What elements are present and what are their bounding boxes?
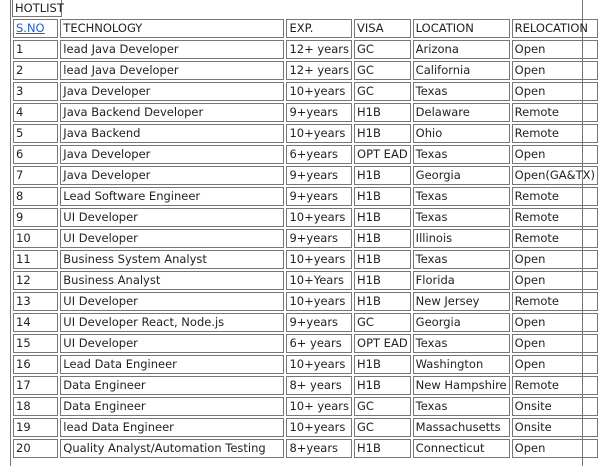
cell-technology: UI Developer [60,208,284,227]
cell-exp: 9+years [286,313,352,332]
header-visa: VISA [354,19,411,38]
cell-technology: UI Developer [60,334,284,353]
table-row [13,397,598,416]
table-row [13,40,598,59]
cell-location: Massachusetts [413,418,510,437]
table-row [13,166,598,185]
cell-visa: H1B [354,229,411,248]
cell-relocation: Remote [512,208,598,227]
table-row [13,334,598,353]
cell-relocation: Remote [512,229,598,248]
cell-sno: 5 [13,124,58,143]
cell-relocation: Remote [512,103,598,122]
cell-sno: 4 [13,103,58,122]
table-row [13,208,598,227]
cell-technology: Lead Software Engineer [60,187,284,206]
cell-location: New Jersey [413,292,510,311]
cell-technology: Quality Analyst/Automation Testing [60,439,284,458]
table-row [13,187,598,206]
header-sno[interactable] [13,19,58,38]
table-row [13,250,598,269]
table-header-row [13,19,598,38]
cell-sno: 19 [13,418,58,437]
cell-sno: 15 [13,334,58,353]
table-row [13,145,598,164]
cell-location: Texas [413,208,510,227]
cell-location: Texas [413,250,510,269]
cell-relocation: Open [512,40,598,59]
cell-technology: Java Backend Developer [60,103,284,122]
table-row [13,418,598,437]
table-row [13,376,598,395]
cell-technology: Data Engineer [60,376,284,395]
table-row [13,313,598,332]
cell-visa: H1B [354,292,411,311]
cell-exp: 8+ years [286,376,352,395]
cell-visa: GC [354,313,411,332]
cell-visa: H1B [354,187,411,206]
cell-visa: H1B [354,103,411,122]
cell-exp: 6+ years [286,334,352,353]
cell-technology: lead Data Engineer [60,418,284,437]
cell-visa: GC [354,397,411,416]
cell-visa: GC [354,82,411,101]
header-location: LOCATION [413,19,510,38]
table-row [13,124,598,143]
cell-technology: Data Engineer [60,397,284,416]
cell-relocation: Open [512,271,598,290]
cell-location: Florida [413,271,510,290]
hotlist-title: HOTLIST [12,0,62,17]
cell-sno: 9 [13,208,58,227]
header-relocation: RELOCATION [512,19,598,38]
cell-exp: 10+years [286,208,352,227]
cell-exp: 9+years [286,103,352,122]
cell-exp: 8+years [286,439,352,458]
cell-location: Texas [413,145,510,164]
cell-visa: H1B [354,124,411,143]
cell-location: Washington [413,355,510,374]
cell-location: Georgia [413,166,510,185]
hotlist-table [11,17,600,460]
cell-sno: 10 [13,229,58,248]
cell-relocation: Onsite [512,418,598,437]
cell-technology: Business Analyst [60,271,284,290]
cell-technology: UI Developer [60,292,284,311]
cell-location: Connecticut [413,439,510,458]
table-row [13,271,598,290]
cell-relocation: Remote [512,376,598,395]
cell-exp: 10+Years [286,271,352,290]
cell-sno: 20 [13,439,58,458]
cell-relocation: Open [512,334,598,353]
cell-technology: Java Backend [60,124,284,143]
table-row [13,292,598,311]
cell-exp: 10+years [286,124,352,143]
cell-location: Arizona [413,40,510,59]
cell-relocation: Open [512,250,598,269]
cell-sno: 13 [13,292,58,311]
cell-location: Georgia [413,313,510,332]
table-row [13,82,598,101]
cell-relocation: Remote [512,292,598,311]
cell-location: Delaware [413,103,510,122]
header-technology: TECHNOLOGY [60,19,284,38]
cell-sno: 12 [13,271,58,290]
table-row [13,61,598,80]
cell-sno: 17 [13,376,58,395]
cell-visa: H1B [354,439,411,458]
cell-visa: H1B [354,208,411,227]
cell-sno: 8 [13,187,58,206]
cell-location: Ohio [413,124,510,143]
cell-technology: Business System Analyst [60,250,284,269]
cell-exp: 10+ years [286,397,352,416]
cell-visa: H1B [354,250,411,269]
cell-technology: Lead Data Engineer [60,355,284,374]
cell-exp: 10+years [286,418,352,437]
cell-visa: GC [354,40,411,59]
cell-relocation: Open [512,61,598,80]
cell-location: California [413,61,510,80]
table-row [13,103,598,122]
cell-visa: OPT EAD [354,334,411,353]
cell-relocation: Remote [512,124,598,143]
cell-visa: H1B [354,376,411,395]
cell-location: Texas [413,82,510,101]
cell-exp: 10+years [286,355,352,374]
cell-technology: UI Developer React, Node.js [60,313,284,332]
cell-sno: 14 [13,313,58,332]
cell-exp: 10+years [286,292,352,311]
table-row [13,355,598,374]
cell-relocation: Open [512,355,598,374]
cell-relocation: Onsite [512,397,598,416]
cell-exp: 9+years [286,229,352,248]
sno-sort-link[interactable]: S.NO [16,21,45,35]
cell-technology: UI Developer [60,229,284,248]
cell-sno: 2 [13,61,58,80]
cell-relocation: Open [512,82,598,101]
cell-relocation: Open [512,439,598,458]
cell-visa: H1B [354,166,411,185]
cell-technology: Java Developer [60,82,284,101]
cell-sno: 3 [13,82,58,101]
cell-sno: 7 [13,166,58,185]
cell-location: New Hampshire [413,376,510,395]
cell-exp: 12+ years [286,61,352,80]
cell-sno: 11 [13,250,58,269]
cell-sno: 1 [13,40,58,59]
cell-relocation: Open(GA&TX) [512,166,598,185]
table-row [13,229,598,248]
cell-location: Illinois [413,229,510,248]
cell-location: Texas [413,397,510,416]
cell-exp: 6+years [286,145,352,164]
cell-exp: 10+years [286,250,352,269]
cell-visa: GC [354,418,411,437]
cell-sno: 18 [13,397,58,416]
cell-sno: 16 [13,355,58,374]
cell-location: Texas [413,187,510,206]
cell-technology: lead Java Developer [60,61,284,80]
cell-exp: 9+years [286,187,352,206]
cell-location: Texas [413,334,510,353]
cell-technology: Java Developer [60,166,284,185]
cell-exp: 9+years [286,166,352,185]
cell-relocation: Remote [512,187,598,206]
table-row [13,439,598,458]
header-exp: EXP. [286,19,352,38]
cell-visa: H1B [354,355,411,374]
cell-technology: lead Java Developer [60,40,284,59]
cell-sno: 6 [13,145,58,164]
cell-relocation: Open [512,145,598,164]
cell-exp: 10+years [286,82,352,101]
cell-technology: Java Developer [60,145,284,164]
cell-visa: GC [354,61,411,80]
cell-visa: OPT EAD [354,145,411,164]
cell-relocation: Open [512,313,598,332]
cell-visa: H1B [354,271,411,290]
cell-exp: 12+ years [286,40,352,59]
